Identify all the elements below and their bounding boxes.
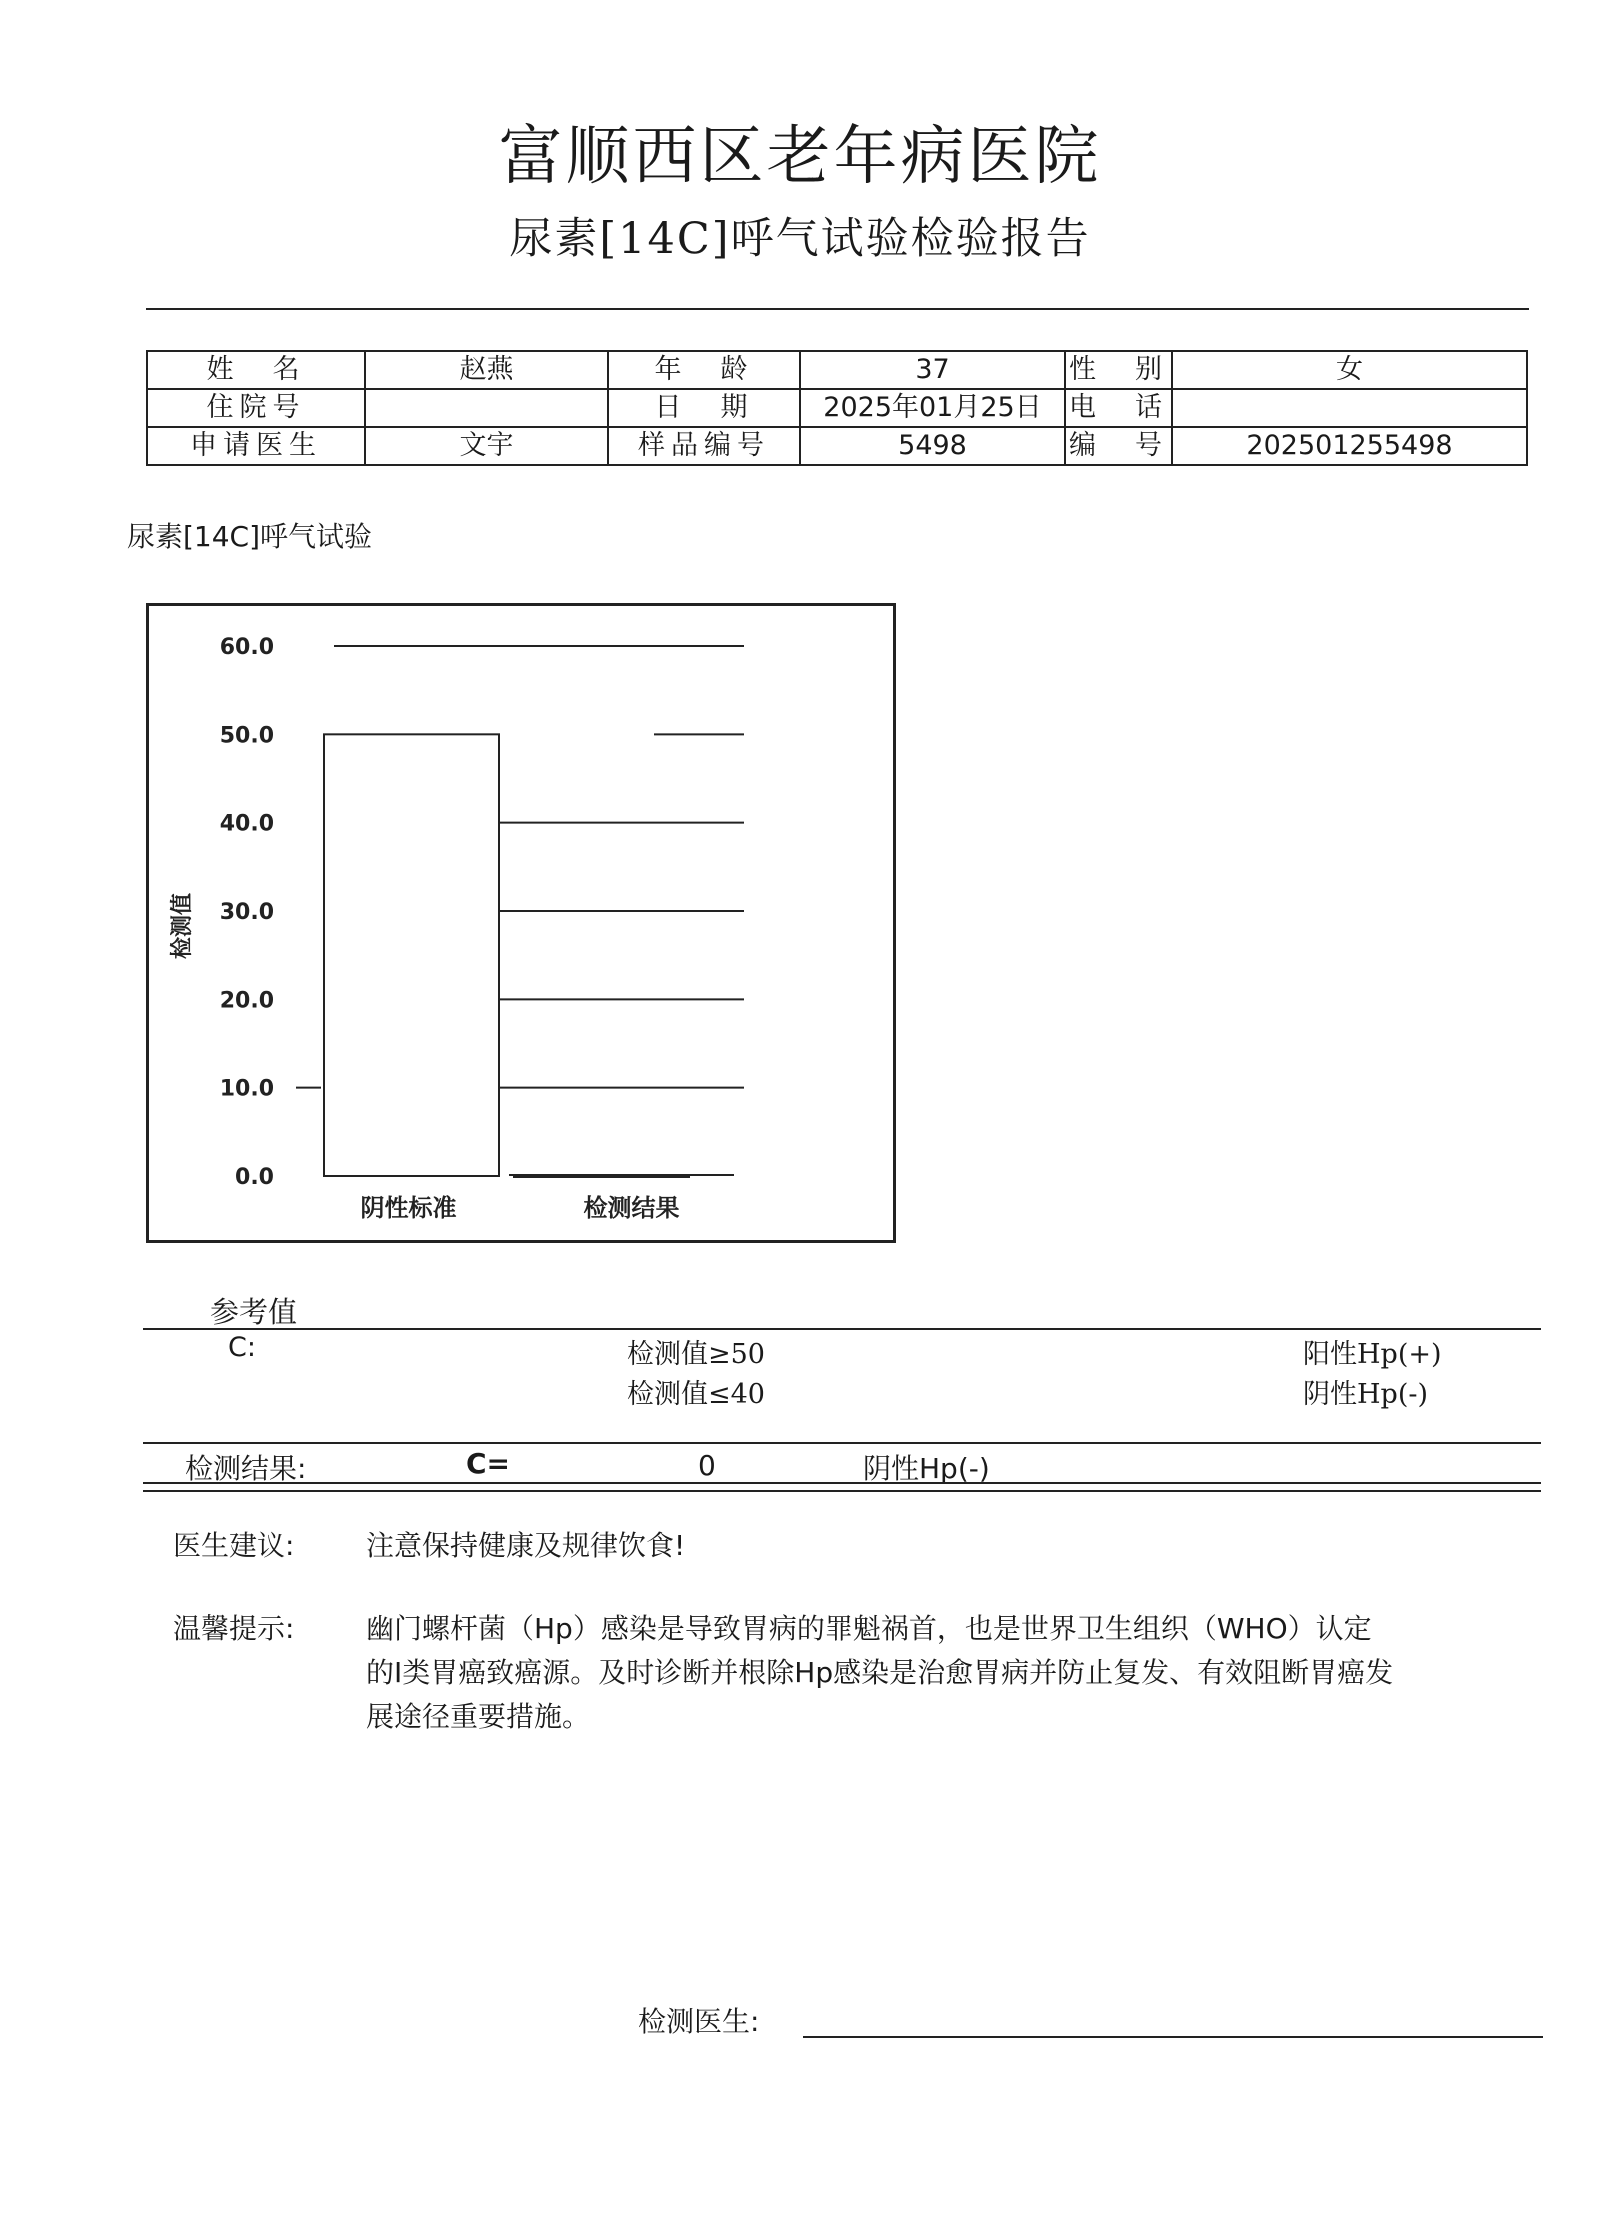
reference-divider-top [143,1328,1541,1330]
y-tick-label: 10.0 [219,1076,274,1102]
examiner-label: 检测医生: [638,2005,760,2038]
y-tick-label: 0.0 [235,1165,274,1190]
x-category-label: 阴性标准 [360,1194,457,1222]
sample-label: 样品编号 [608,427,800,465]
result-divider-top [143,1442,1541,1444]
reference-condition-2: 检测值≤40 [627,1379,765,1410]
name-label: 姓 名 [147,351,365,389]
sample-number: 5498 [800,427,1065,465]
table-row [147,389,1527,427]
bar [324,734,499,1176]
chart-frame [146,603,896,1243]
result-divider-bottom-1 [143,1482,1541,1484]
y-tick-label: 60.0 [219,635,274,660]
doctor-label: 申请医生 [147,427,365,465]
table-row [147,351,1527,389]
report-title: 尿素[14C]呼气试验检验报告 [509,214,1091,264]
result-label: 检测结果: [185,1452,307,1485]
report-date: 2025年01月25日 [800,389,1065,427]
id-label: 编 号 [1065,427,1172,465]
result-value: 0 [698,1449,716,1482]
requesting-doctor: 文宇 [365,427,608,465]
tip-line-3: 展途径重要措施。 [366,1700,591,1733]
reference-condition-1: 检测值≥50 [627,1339,765,1370]
report-id: 202501255498 [1172,427,1527,465]
tip-label: 温馨提示: [173,1612,295,1645]
patient-name: 赵燕 [365,351,608,389]
tip-line-2: 的I类胃癌致癌源。及时诊断并根除Hp感染是治愈胃病并防止复发、有效阻断胃癌发 [366,1656,1394,1689]
hospital-name: 富顺西区老年病医院 [498,120,1102,194]
reference-label: 参考值 [210,1295,298,1329]
patient-phone [1172,389,1527,427]
reference-result-1: 阳性Hp(+) [1303,1339,1442,1370]
table-row [147,427,1527,465]
advice-text: 注意保持健康及规律饮食! [366,1529,686,1562]
result-interpretation: 阴性Hp(-) [863,1452,990,1485]
date-label: 日 期 [608,389,800,427]
breath-test-chart [149,606,893,1240]
y-tick-label: 20.0 [219,988,274,1014]
advice-label: 医生建议: [173,1529,295,1562]
patient-sex: 女 [1172,351,1527,389]
result-divider-bottom-2 [143,1490,1541,1492]
y-tick-label: 50.0 [219,723,274,749]
x-category-label: 检测结果 [583,1194,680,1222]
reference-result-2: 阴性Hp(-) [1303,1379,1429,1410]
result-c-equals: C= [466,1447,511,1480]
inpatient-number [365,389,608,427]
tip-line-1: 幽门螺杆菌（Hp）感染是导致胃病的罪魁祸首，也是世界卫生组织（WHO）认定 [366,1612,1372,1645]
signature-line [803,2036,1543,2038]
y-axis-label: 检测值 [170,892,195,960]
header-divider [146,308,1529,310]
phone-label: 电 话 [1065,389,1172,427]
reference-c-label: C: [228,1332,256,1363]
patient-age: 37 [800,351,1065,389]
y-tick-label: 30.0 [219,900,274,925]
inpatient-label: 住院号 [147,389,365,427]
sex-label: 性 别 [1065,351,1172,389]
age-label: 年 龄 [608,351,800,389]
patient-info-table [146,350,1528,466]
bar [514,1176,689,1177]
section-label: 尿素[14C]呼气试验 [127,520,373,553]
y-tick-label: 40.0 [219,811,274,837]
